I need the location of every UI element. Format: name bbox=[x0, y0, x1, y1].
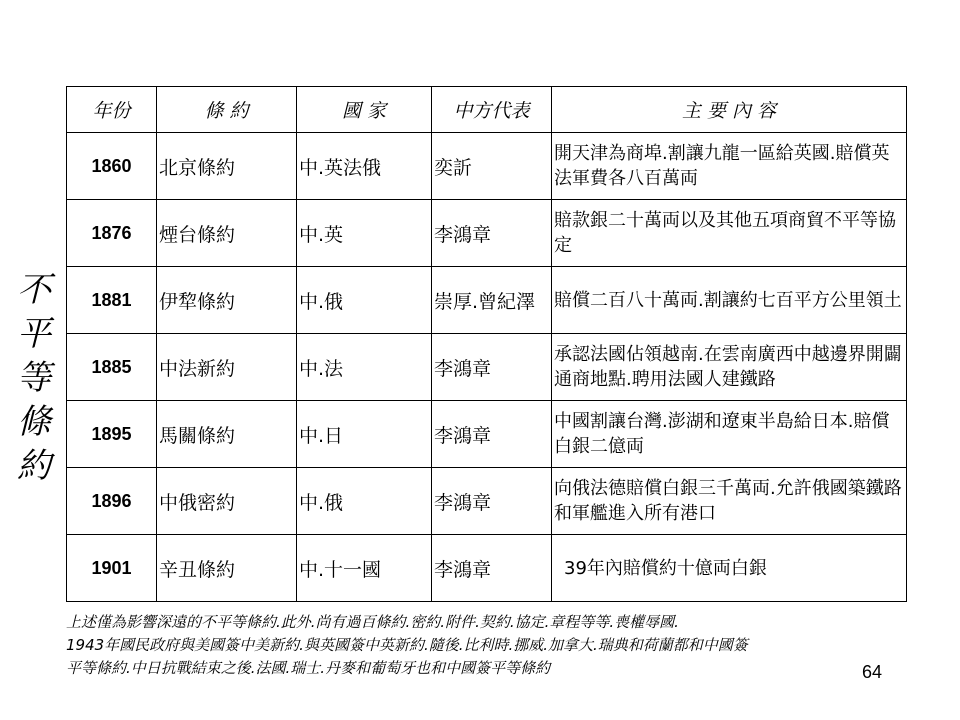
cell-treaty: 煙台條約 bbox=[157, 200, 297, 267]
table-row bbox=[67, 200, 907, 267]
table-header-row bbox=[67, 87, 907, 133]
side-title-char: 平 bbox=[17, 314, 51, 354]
cell-treaty: 伊犂條約 bbox=[157, 267, 297, 334]
side-title-char: 約 bbox=[17, 446, 51, 486]
footnotes bbox=[66, 611, 926, 680]
cell-treaty: 辛丑條約 bbox=[157, 535, 297, 602]
cell-treaty: 馬關條約 bbox=[157, 401, 297, 468]
cell-content: 中國割讓台灣.澎湖和遼東半島給日本.賠償白銀二億両 bbox=[552, 401, 907, 468]
treaty-table bbox=[66, 86, 907, 602]
cell-year: 1881 bbox=[67, 267, 157, 334]
table-row bbox=[67, 267, 907, 334]
header-year: 年份 bbox=[67, 87, 157, 133]
cell-representative: 崇厚.曾紀澤 bbox=[432, 267, 552, 334]
header-content: 主 要 內 容 bbox=[552, 87, 907, 133]
cell-countries: 中.俄 bbox=[297, 468, 432, 535]
cell-content: 開天津為商埠.割讓九龍一區給英國.賠償英法軍費各八百萬両 bbox=[552, 133, 907, 200]
footnote-line: 平等條約.中日抗戰結束之後.法國.瑞士.丹麥和葡萄牙也和中國簽平等條約 bbox=[66, 659, 551, 677]
side-title-char: 條 bbox=[17, 402, 51, 442]
footnote-line: 1943年國民政府與美國簽中美新約.與英國簽中英新約.隨後.比利時.挪威.加拿大.瑞典和荷蘭都和中國簽 bbox=[66, 636, 748, 654]
cell-countries: 中.英法俄 bbox=[297, 133, 432, 200]
cell-representative: 李鴻章 bbox=[432, 401, 552, 468]
footnote-line: 上述僅為影響深遠的不平等條約.此外.尚有過百條約.密約.附件.契約.協定.章程等等.喪權辱國. bbox=[66, 613, 679, 631]
cell-countries: 中.日 bbox=[297, 401, 432, 468]
cell-year: 1885 bbox=[67, 334, 157, 401]
table-row bbox=[67, 535, 907, 602]
header-countries: 國 家 bbox=[297, 87, 432, 133]
page-number: 64 bbox=[862, 662, 883, 682]
cell-countries: 中.法 bbox=[297, 334, 432, 401]
cell-content: 賠款銀二十萬両以及其他五項商貿不平等協定 bbox=[552, 200, 907, 267]
cell-content: 承認法國佔領越南.在雲南廣西中越邊界開闢通商地點.聘用法國人建鐵路 bbox=[552, 334, 907, 401]
cell-countries: 中.英 bbox=[297, 200, 432, 267]
side-title-char: 等 bbox=[17, 358, 51, 398]
cell-year: 1896 bbox=[67, 468, 157, 535]
table-row bbox=[67, 401, 907, 468]
cell-year: 1860 bbox=[67, 133, 157, 200]
cell-representative: 奕訢 bbox=[432, 133, 552, 200]
cell-representative: 李鴻章 bbox=[432, 334, 552, 401]
cell-year: 1876 bbox=[67, 200, 157, 267]
header-treaty: 條 約 bbox=[157, 87, 297, 133]
cell-content: 向俄法德賠償白銀三千萬両.允許俄國築鐵路和軍艦進入所有港口 bbox=[552, 468, 907, 535]
cell-treaty: 中法新約 bbox=[157, 334, 297, 401]
cell-treaty: 中俄密約 bbox=[157, 468, 297, 535]
cell-countries: 中.俄 bbox=[297, 267, 432, 334]
cell-content: 39年內賠償約十億両白銀 bbox=[552, 535, 907, 602]
cell-countries: 中.十一國 bbox=[297, 535, 432, 602]
table-row bbox=[67, 334, 907, 401]
side-title-char: 不 bbox=[17, 270, 51, 310]
cell-representative: 李鴻章 bbox=[432, 468, 552, 535]
cell-representative: 李鴻章 bbox=[432, 535, 552, 602]
cell-year: 1901 bbox=[67, 535, 157, 602]
side-title bbox=[14, 268, 54, 488]
header-representative: 中方代表 bbox=[432, 87, 552, 133]
table-row bbox=[67, 468, 907, 535]
cell-year: 1895 bbox=[67, 401, 157, 468]
cell-representative: 李鴻章 bbox=[432, 200, 552, 267]
table-row bbox=[67, 133, 907, 200]
cell-content: 賠償二百八十萬両.割讓約七百平方公里領土 bbox=[552, 267, 907, 334]
cell-treaty: 北京條約 bbox=[157, 133, 297, 200]
